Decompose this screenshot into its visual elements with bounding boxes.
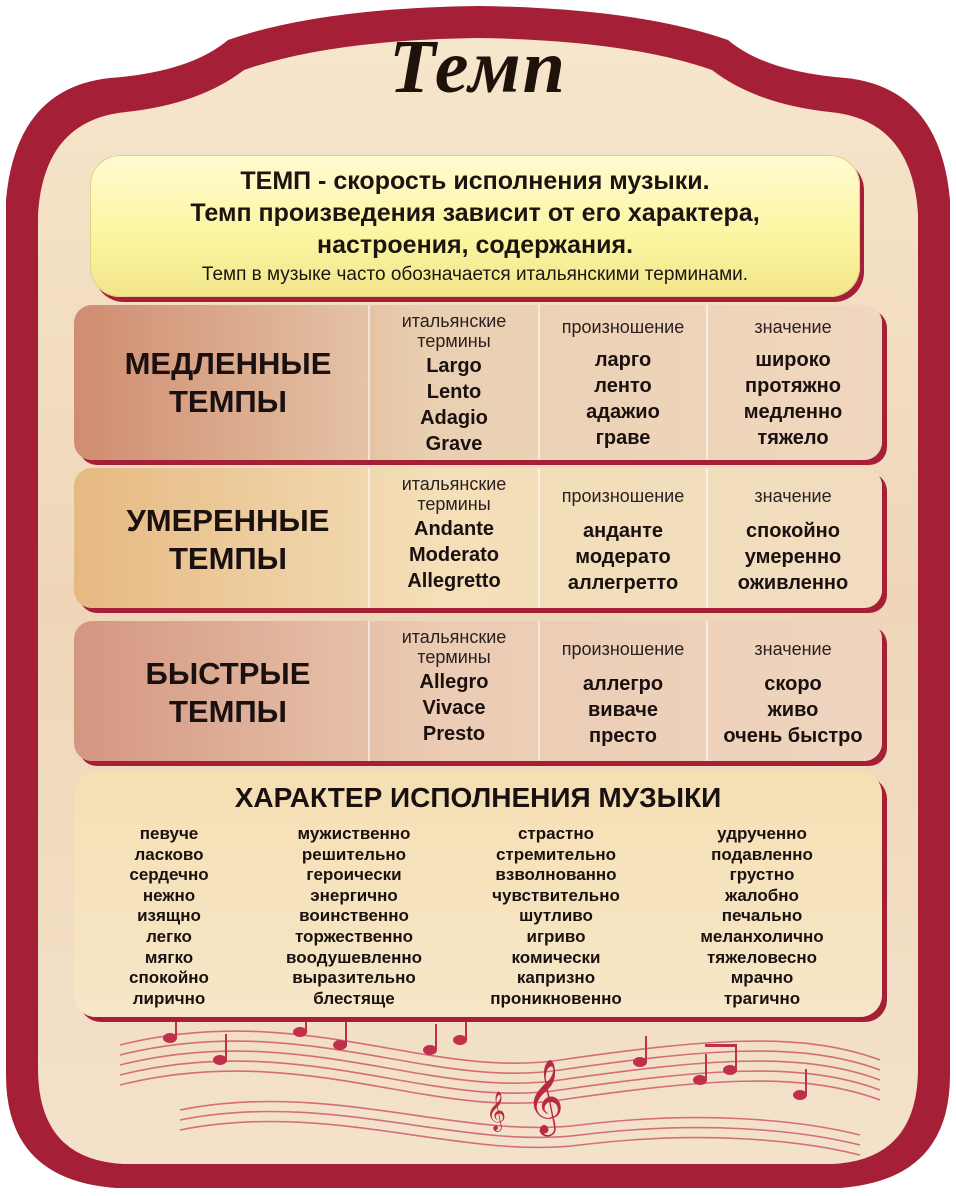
meaning: оживленно — [737, 572, 849, 594]
pronunciation: модерато — [575, 546, 671, 568]
tempo-group-moderate — [74, 468, 882, 608]
character-word: ласково — [134, 844, 204, 864]
tempo-group-fast — [74, 621, 882, 761]
group-name-line-1: УМЕРЕННЫЕ — [126, 503, 330, 538]
group-name-line-1: БЫСТРЫЕ — [145, 656, 311, 691]
character-column-3 — [466, 824, 646, 1009]
character-word: воинственно — [299, 906, 409, 926]
character-word: грустно — [729, 865, 795, 885]
character-word: изящно — [137, 906, 201, 926]
meaning: скоро — [764, 673, 822, 695]
character-word: воодушевленно — [285, 947, 423, 967]
meaning: тяжело — [757, 427, 829, 449]
group-name — [88, 345, 368, 421]
character-word: меланхолично — [700, 926, 824, 946]
meaning-column — [706, 305, 878, 460]
tempo-group-slow — [74, 305, 882, 460]
character-word: капризно — [516, 968, 596, 988]
terms-header — [370, 621, 538, 667]
pronunciation: аллегретто — [567, 572, 679, 594]
meaning-values — [708, 518, 878, 596]
meaning: широко — [755, 349, 831, 371]
character-word: спокойно — [129, 968, 209, 988]
meaning-values — [708, 347, 878, 451]
intro-note: Темп в музыке часто обозначается итальянскими терминами. — [201, 264, 749, 285]
pronunciation-values — [540, 347, 706, 451]
character-section — [74, 772, 882, 1017]
pronunciation-header: произношение — [561, 486, 685, 506]
character-word: чувствительно — [492, 885, 620, 905]
group-name-line-2: ТЕМПЫ — [168, 694, 288, 729]
terms-values — [370, 669, 538, 747]
character-word: мягко — [144, 947, 194, 967]
pronunciation-header: произношение — [561, 639, 685, 659]
character-column-1 — [94, 824, 244, 1009]
character-word: подавленно — [711, 844, 813, 864]
term: Largo — [426, 355, 482, 377]
terms-values — [370, 516, 538, 594]
term: Adagio — [420, 407, 488, 429]
character-word: трагично — [723, 988, 801, 1008]
meaning-header: значение — [754, 486, 832, 506]
meaning-header: значение — [754, 317, 832, 337]
character-word: выразительно — [292, 968, 416, 988]
character-title: ХАРАКТЕР ИСПОЛНЕНИЯ МУЗЫКИ — [234, 782, 722, 813]
character-word: нежно — [142, 885, 196, 905]
character-word: игриво — [526, 926, 586, 946]
meaning: умеренно — [744, 546, 842, 568]
pronunciation-column — [538, 305, 706, 460]
poster-title: Темп — [389, 25, 567, 109]
term: Presto — [422, 723, 486, 745]
term: Lento — [426, 381, 482, 403]
pronunciation: анданте — [582, 520, 664, 542]
group-name-line-2: ТЕМПЫ — [168, 541, 288, 576]
character-word: удрученно — [717, 824, 807, 843]
character-word: печально — [721, 906, 803, 926]
character-word: решительно — [301, 844, 407, 864]
intro-line-3: настроения, содержания. — [316, 231, 634, 259]
pronunciation: ленто — [594, 375, 652, 397]
character-column-2 — [264, 824, 444, 1009]
pronunciation-column — [538, 468, 706, 608]
group-name-line-2: ТЕМПЫ — [168, 384, 288, 419]
character-word: жалобно — [725, 885, 799, 905]
terms-header-line-1: итальянские — [401, 311, 507, 331]
character-word: сердечно — [129, 865, 209, 885]
terms-header-line-2: термины — [417, 647, 491, 667]
meaning: спокойно — [746, 520, 840, 542]
character-word: тяжеловесно — [706, 947, 818, 967]
character-word: героически — [306, 865, 402, 885]
character-word: лирично — [132, 988, 206, 1008]
character-word: проникновенно — [490, 988, 622, 1008]
term: Allegretto — [407, 570, 501, 592]
group-name — [88, 655, 368, 731]
meaning-column — [706, 621, 878, 761]
term: Andante — [414, 518, 494, 540]
pronunciation-values — [540, 671, 706, 749]
term: Grave — [425, 433, 483, 455]
character-word: энергично — [310, 885, 398, 905]
meaning: очень быстро — [723, 725, 863, 747]
character-word: певуче — [139, 824, 199, 843]
pronunciation-column — [538, 621, 706, 761]
terms-column — [368, 621, 538, 761]
pronunciation: ларго — [594, 349, 652, 371]
terms-header-line-2: термины — [417, 331, 491, 351]
terms-header — [370, 305, 538, 351]
terms-header — [370, 468, 538, 514]
terms-column — [368, 468, 538, 608]
terms-header-line-1: итальянские — [401, 474, 507, 494]
pronunciation: виваче — [588, 699, 658, 721]
term: Vivace — [422, 697, 486, 719]
pronunciation-header: произношение — [561, 317, 685, 337]
meaning: живо — [767, 699, 819, 721]
term: Moderato — [409, 544, 499, 566]
pronunciation: граве — [595, 427, 651, 449]
pronunciation: аллегро — [582, 673, 664, 695]
meaning-column — [706, 468, 878, 608]
terms-header-line-1: итальянские — [401, 627, 507, 647]
meaning: медленно — [743, 401, 843, 423]
group-name-line-1: МЕДЛЕННЫЕ — [124, 346, 332, 381]
intro-definition — [90, 155, 860, 261]
meaning-values — [708, 671, 878, 749]
meaning: протяжно — [745, 375, 841, 397]
character-column-4 — [672, 824, 852, 1009]
character-word: мужиственно — [297, 824, 411, 843]
character-word: страстно — [517, 824, 595, 843]
character-word: легко — [146, 926, 192, 946]
pronunciation: адажио — [586, 401, 660, 423]
term: Allegro — [419, 671, 489, 693]
character-word: шутливо — [519, 906, 593, 926]
intro-line-1: ТЕМП - скорость исполнения музыки. — [240, 167, 710, 195]
character-word: торжественно — [294, 926, 414, 946]
character-word: стремительно — [495, 844, 617, 864]
pronunciation: престо — [588, 725, 658, 747]
intro-line-2: Темп произведения зависит от его характера, — [190, 199, 760, 227]
character-word: мрачно — [730, 968, 794, 988]
pronunciation-values — [540, 518, 706, 596]
group-name — [88, 502, 368, 578]
terms-values — [370, 353, 538, 457]
treble-clef-icon: 𝄞 — [526, 1060, 564, 1134]
character-word: комически — [511, 947, 601, 967]
intro-box — [90, 155, 860, 297]
meaning-header: значение — [754, 639, 832, 659]
character-word: блестяще — [313, 988, 395, 1008]
character-word: взволнованно — [495, 865, 617, 885]
treble-clef-icon-small: 𝄞 — [486, 1091, 507, 1131]
terms-header-line-2: термины — [417, 494, 491, 514]
terms-column — [368, 305, 538, 460]
